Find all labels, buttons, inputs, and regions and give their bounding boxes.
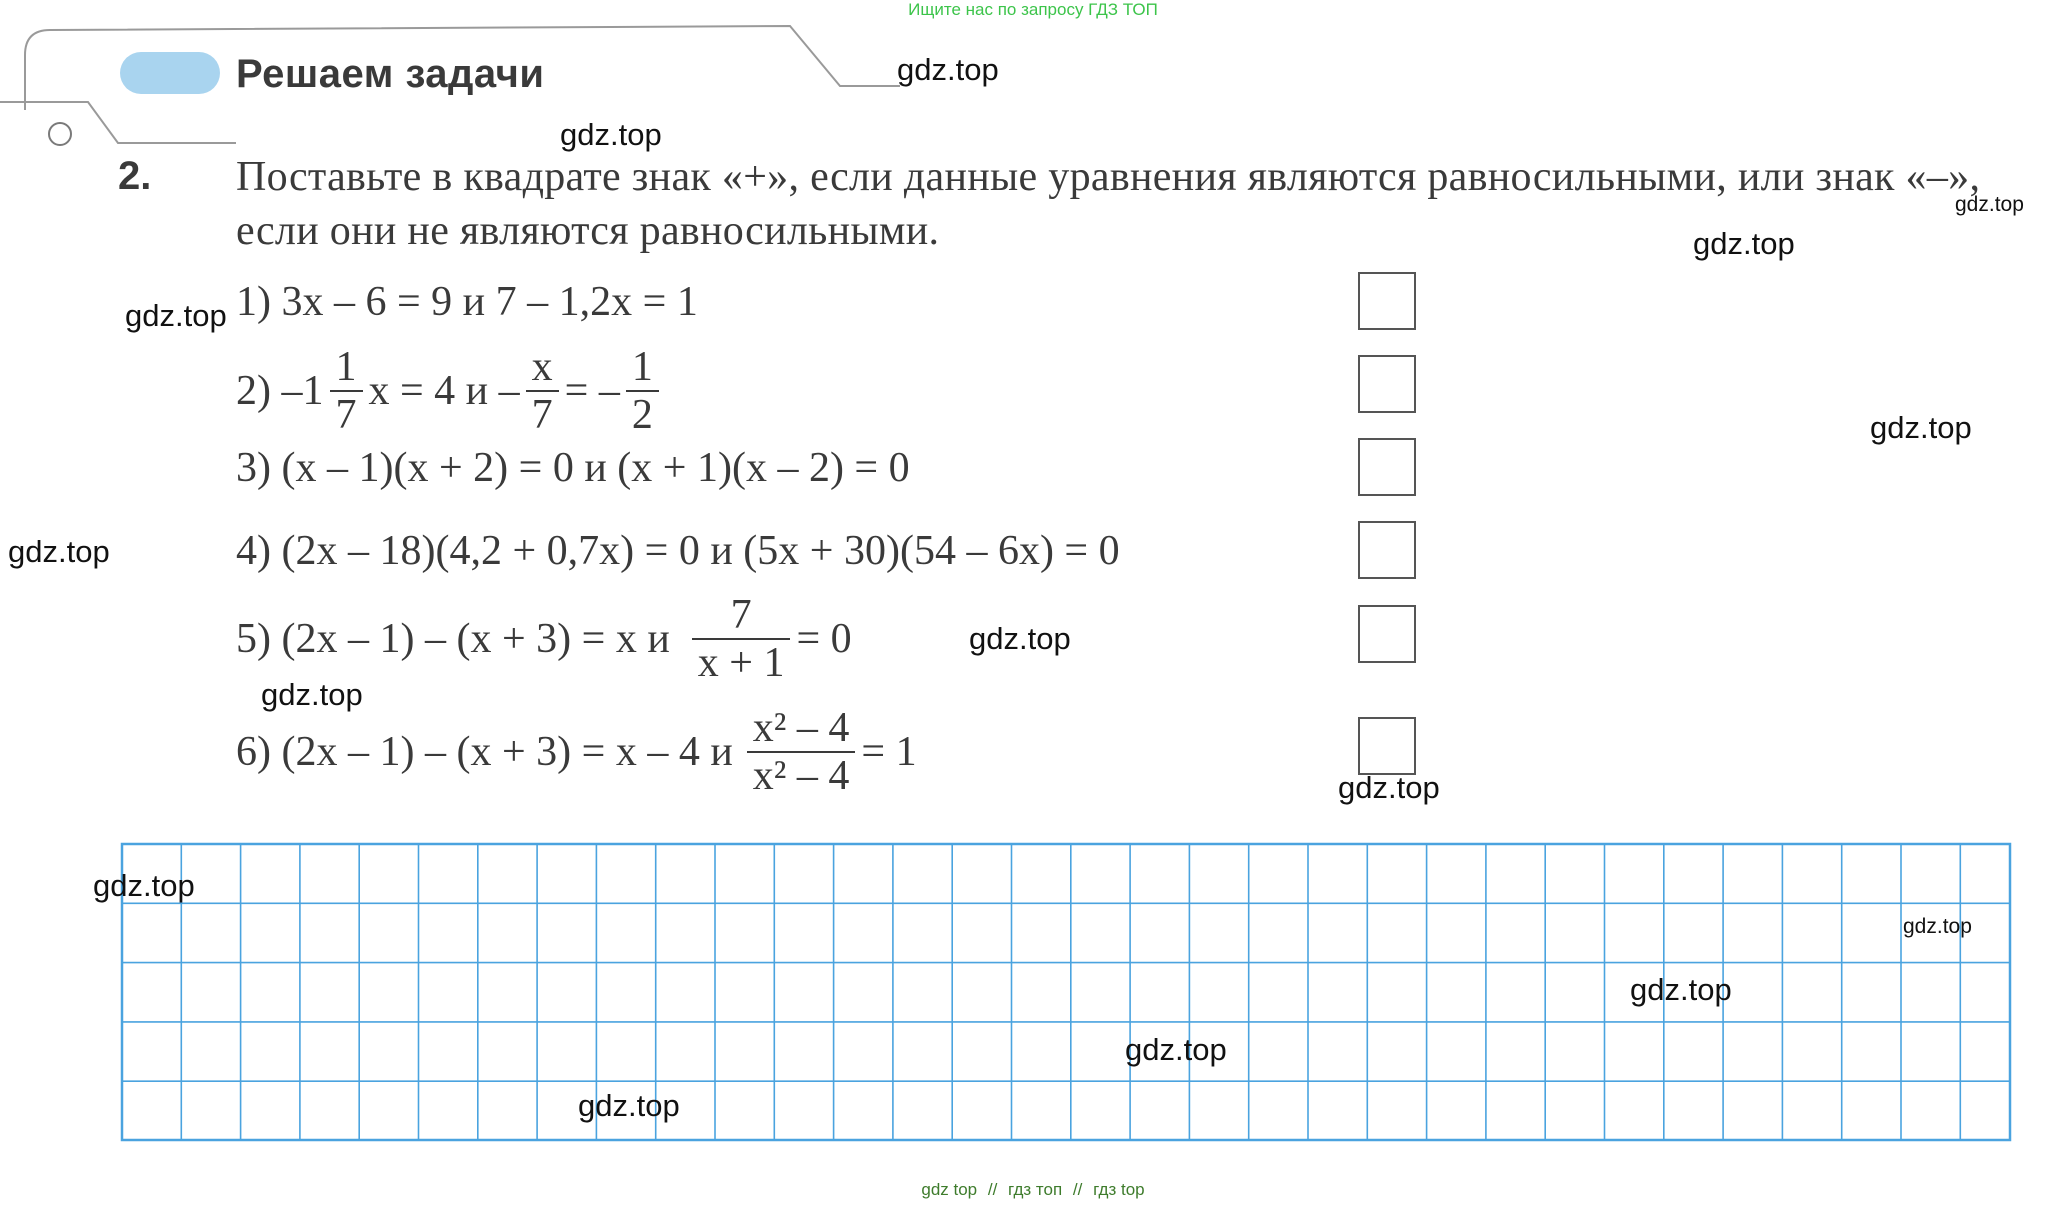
fraction [526, 344, 559, 438]
watermark: gdz.top [1903, 915, 1972, 938]
equation-item-3 [236, 444, 910, 492]
answer-checkbox-5[interactable] [1358, 605, 1416, 663]
watermark: gdz.top [1338, 770, 1440, 805]
watermark: gdz.top [1870, 410, 1972, 445]
bottom-link-gdz-top-cyr[interactable]: гдз топ [1008, 1180, 1063, 1199]
watermark: gdz.top [578, 1088, 680, 1123]
equation-text: (2x – 18)(4,2 + 0,7x) = 0 и (5x + 30)(54 – 6x) = 0 [281, 528, 1120, 574]
item-label: 3) [236, 445, 271, 491]
watermark: gdz.top [1125, 1032, 1227, 1067]
item-label: 4) [236, 528, 271, 574]
denominator: x + 1 [692, 638, 791, 686]
answer-checkbox-1[interactable] [1358, 272, 1416, 330]
watermark: gdz.top [261, 677, 363, 712]
watermark: gdz.top [969, 621, 1071, 656]
denominator: 2 [626, 390, 659, 438]
numerator: x² – 4 [752, 705, 850, 751]
equation-text: (x – 1)(x + 2) = 0 и (x + 1)(x – 2) = 0 [281, 445, 910, 491]
equation-part: –1 [281, 368, 324, 414]
watermark: gdz.top [93, 868, 195, 903]
fraction [692, 592, 791, 686]
watermark: gdz.top [897, 52, 999, 87]
denominator: x² – 4 [747, 751, 856, 799]
fraction [626, 344, 659, 438]
item-label: 2) [236, 368, 271, 414]
watermark: gdz.top [125, 298, 227, 333]
answer-checkbox-6[interactable] [1358, 717, 1416, 775]
item-label: 6) [236, 729, 271, 775]
equation-text: 3x – 6 = 9 и 7 – 1,2x = 1 [281, 279, 698, 325]
equation-part: = 1 [861, 729, 917, 775]
equation-part: (2x – 1) – (x + 3) = x – 4 и [281, 729, 733, 775]
equation-part: = 0 [796, 616, 852, 662]
section-pill [120, 52, 220, 94]
section-title: Решаем задачи [236, 52, 545, 96]
watermark: gdz.top [1955, 193, 2024, 216]
equation-item-4 [236, 527, 1120, 575]
answer-checkbox-4[interactable] [1358, 521, 1416, 579]
item-label: 5) [236, 616, 271, 662]
fraction [747, 705, 856, 799]
denominator: 7 [526, 390, 559, 438]
link-separator: // [987, 1180, 998, 1199]
answer-checkbox-3[interactable] [1358, 438, 1416, 496]
watermark: gdz.top [1630, 972, 1732, 1007]
numerator: 7 [730, 592, 752, 638]
numerator: 1 [631, 344, 653, 390]
numerator: 1 [335, 344, 357, 390]
equation-part: = – [564, 368, 620, 414]
item-label: 1) [236, 279, 271, 325]
bottom-link-gdz-top-mixed[interactable]: гдз top [1093, 1180, 1145, 1199]
top-search-banner[interactable]: Ищите нас по запросу ГДЗ ТОП [908, 0, 1158, 19]
fraction [330, 344, 363, 438]
denominator: 7 [330, 390, 363, 438]
bullet-circle-icon [49, 123, 71, 145]
equation-part: x = 4 и – [368, 368, 520, 414]
watermark: gdz.top [560, 117, 662, 152]
answer-checkbox-2[interactable] [1358, 355, 1416, 413]
numerator: x [531, 344, 553, 390]
task-text: Поставьте в квадрате знак «+», если данные уравнения являются равносильными, или знак «–», если они не являются равносильными. [236, 154, 1981, 254]
watermark: gdz.top [1693, 226, 1795, 261]
equation-item-1 [236, 278, 698, 326]
equation-item-6 [236, 705, 917, 799]
bottom-links [0, 1180, 2066, 1200]
equation-item-2 [236, 344, 665, 438]
bottom-link-gdz-top[interactable]: gdz top [921, 1180, 978, 1199]
equation-part: (2x – 1) – (x + 3) = x и [281, 616, 670, 662]
link-separator: // [1072, 1180, 1083, 1199]
equation-item-5 [236, 592, 852, 686]
watermark: gdz.top [8, 534, 110, 569]
task-number: 2. [118, 154, 152, 198]
